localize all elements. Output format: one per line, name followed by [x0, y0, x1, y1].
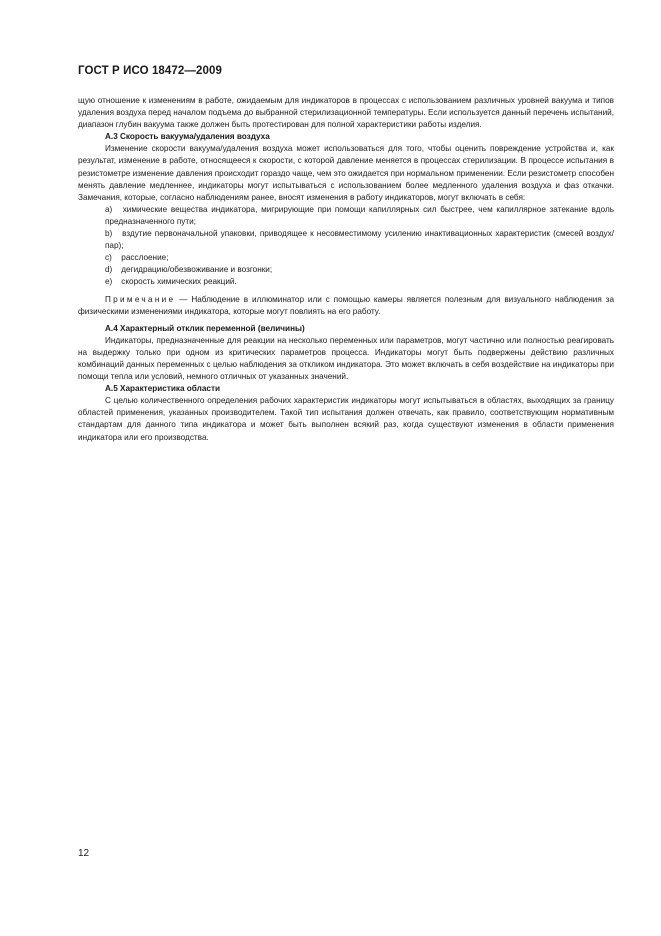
page-number: 12: [78, 848, 90, 859]
list-item-text: дегидрацию/обезвоживание и возгонки;: [121, 265, 273, 275]
list-item: [78, 252, 614, 264]
section-heading-a5: А.5 Характеристика области: [105, 384, 221, 394]
note-paragraph: [78, 294, 614, 318]
list-item-text: вздутие первоначальной упаковки, приводящее к несовместимому усилению инактивационных характеристик (смесей воздух/пар);: [105, 229, 614, 251]
note-text: — Наблюдение в иллюминатор или с помощью камеры является полезным для визуального наблюдения за физическими изменениями индикатора, которые могут повлиять на его работу.: [78, 294, 614, 316]
document-body: [78, 95, 614, 444]
list-item-text: скорость химических реакций.: [121, 277, 237, 287]
list-item: [78, 264, 614, 276]
list-item: [78, 228, 614, 252]
list-item: [78, 204, 614, 228]
list-item-label: а): [105, 204, 113, 214]
section-heading-a3: А.3 Скорость вакуума/удаления воздуха: [105, 132, 270, 142]
section-a3-paragraph: Изменение скорости вакуума/удаления воздуха может использоваться для того, чтобы оценить повреждение устройства и, как результат, изменение в работе, относящееся к скорости, с которой давление меняется в процессах стерилизации. В процессе испытания в резистометре изменение давления происходит гораздо чаще, чем это ожидается при нормальном применении. Если резистометр способен менять давление медленнее, индикаторы могут испытываться с использованием более медленного удаления воздуха и фаз откачки. Замечания, которые, согласно наблюдениям ранее, вносят изменения в работу индикаторов, могут включать в себя:: [78, 144, 614, 202]
list-item-label: b): [105, 229, 113, 239]
document-header: ГОСТ Р ИСО 18472—2009: [78, 65, 223, 77]
continued-paragraph: щую отношение к изменениям в работе, ожидаемым для индикаторов в процессах с использованием различных уровней вакуума и типов удаления воздуха перед началом подъема до выбранной стерилизационной температуры. Если используется данный перечень испытаний, диапазон глубин вакуума также должен быть протестирован для полной характеристики работы изделия.: [78, 96, 614, 130]
list-item-label: с): [105, 253, 112, 263]
note-label: Примечание: [105, 294, 176, 304]
list-item-label: е): [105, 277, 113, 287]
section-a5-paragraph: С целью количественного определения рабочих характеристик индикаторы могут испытываться в областях, выходящих за границу областей применения, указанных производителем. Такой тип испытания должен отвечать, как правило, соответствующим нормативным стандартам для данного типа индикатора и может быть выполнен всякий раз, когда существуют изменения в области применения индикатора или его производства.: [78, 396, 614, 442]
list-item: [78, 276, 614, 288]
section-a4-paragraph: Индикаторы, предназначенные для реакции на несколько переменных или параметров, могут частично или полностью реагировать на выдержку только при одном из критических параметров процесса. Индикаторы могут быть подвержены действию различных комбинаций данных переменных с целью наблюдения за откликом индикатора. Это может включать в себя воздействие на индикаторы при помощи тепла или условий, немного отличных от указанных значений.: [78, 335, 614, 382]
list-item-text: расслоение;: [121, 253, 169, 263]
list-item-label: d): [105, 265, 113, 275]
section-heading-a4: А.4 Характерный отклик переменной (величины): [105, 323, 305, 333]
list-item-text: химические вещества индикатора, мигрирующие при помощи капиллярных сил быстрее, чем капиллярное затекание вдоль предназначенного пути;: [105, 204, 614, 226]
